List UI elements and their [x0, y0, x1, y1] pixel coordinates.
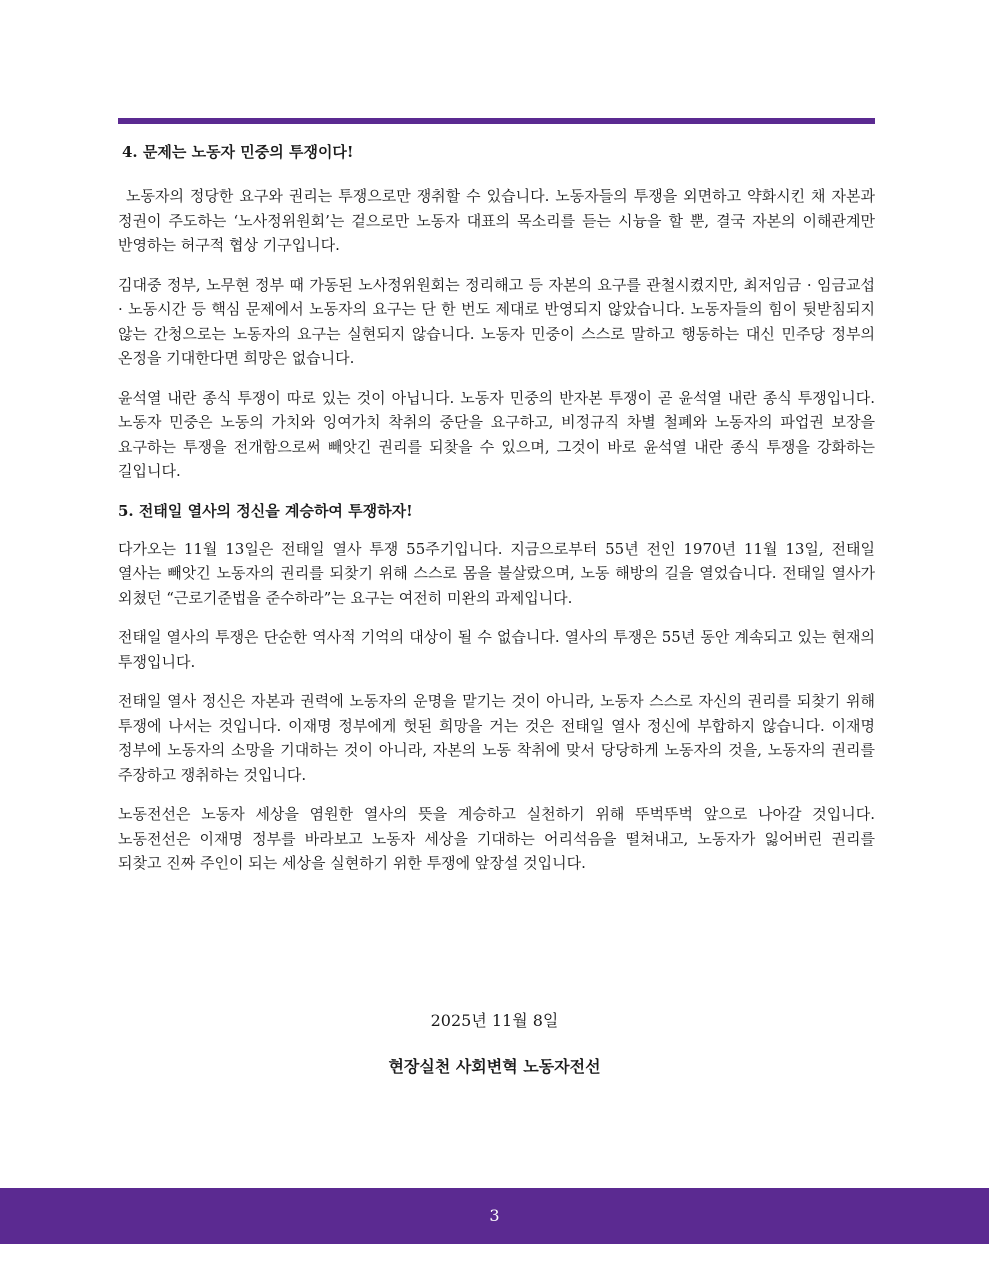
- section-5-paragraph: 전태일 열사의 투쟁은 단순한 역사적 기억의 대상이 될 수 없습니다. 열사의 투쟁은 55년 동안 계속되고 있는 현재의 투쟁입니다.: [118, 628, 875, 671]
- section-4-heading: 4. 문제는 노동자 민중의 투쟁이다!: [122, 143, 354, 161]
- top-divider: [118, 118, 875, 124]
- section-4-paragraph: 노동자의 정당한 요구와 권리는 투쟁으로만 쟁취할 수 있습니다. 노동자들의 투쟁을 외면하고 약화시킨 채 자본과 정권이 주도하는 ‘노사정위원회’는 겉으로만 노동자 대표의 목소리를 듣는 시늉을 할 뿐, 결국 자본의 이해관계만 반영하는 허구적 협상 기구입니다.: [118, 187, 875, 254]
- page-number: 3: [489, 1206, 500, 1225]
- section-5-paragraph: 전태일 열사 정신은 자본과 권력에 노동자의 운명을 맡기는 것이 아니라, 노동자 스스로 자신의 권리를 되찾기 위해 투쟁에 나서는 것입니다. 이재명 정부에게 헛된 희망을 거는 것은 전태일 열사 정신에 부합하지 않습니다. 이재명 정부에 노동자의 소망을 기대하는 것이 아니라, 자본의 노동 착취에 맞서 당당하게 노동자의 것을, 노동자의 권리를 주장하고 쟁취하는 것입니다.: [118, 692, 875, 784]
- organization-signature: 현장실천 사회변혁 노동자전선: [388, 1057, 601, 1076]
- section-5-paragraph: 노동전선은 노동자 세상을 염원한 열사의 뜻을 계승하고 실천하기 위해 뚜벅뚜벅 앞으로 나아갈 것입니다. 노동전선은 이재명 정부를 바라보고 노동자 세상을 기대하는 어리석음을 떨쳐내고, 노동자가 잃어버린 권리를 되찾고 진짜 주인이 되는 세상을 실현하기 위한 투쟁에 앞장설 것입니다.: [118, 805, 875, 872]
- document-body: [118, 140, 875, 891]
- section-4-paragraph: 김대중 정부, 노무현 정부 때 가동된 노사정위원회는 정리해고 등 자본의 요구를 관철시켰지만, 최저임금 · 임금교섭 · 노동시간 등 핵심 문제에서 노동자의 요구는 단 한 번도 제대로 반영되지 않았습니다. 노동자들의 힘이 뒷받침되지 않는 간청으로는 노동자의 요구는 실현되지 않습니다. 노동자 민중이 스스로 말하고 행동하는 대신 민주당 정부의 온정을 기대한다면 희망은 없습니다.: [118, 275, 875, 367]
- section-5-paragraph: 다가오는 11월 13일은 전태일 열사 투쟁 55주기입니다. 지금으로부터 55년 전인 1970년 11월 13일, 전태일 열사는 빼앗긴 노동자의 권리를 되찾기 위해 스스로 몸을 불살랐으며, 노동 해방의 길을 열었습니다. 전태일 열사가 외쳤던 “근로기준법을 준수하라”는 요구는 여전히 미완의 과제입니다.: [118, 539, 875, 607]
- statement-date: 2025년 11월 8일: [430, 1011, 559, 1030]
- section-5-heading: 5. 전태일 열사의 정신을 계승하여 투쟁하자!: [118, 501, 413, 520]
- section-4-paragraph: 윤석열 내란 종식 투쟁이 따로 있는 것이 아닙니다. 노동자 민중의 반자본 투쟁이 곧 윤석열 내란 종식 투쟁입니다. 노동자 민중은 노동의 가치와 잉여가치 착취의 중단을 요구하고, 비정규직 차별 철폐와 노동자의 파업권 보장을 요구하는 투쟁을 전개함으로써 빼앗긴 권리를 되찾을 수 있으며, 그것이 바로 윤석열 내란 종식 투쟁을 강화하는 길입니다.: [118, 388, 875, 480]
